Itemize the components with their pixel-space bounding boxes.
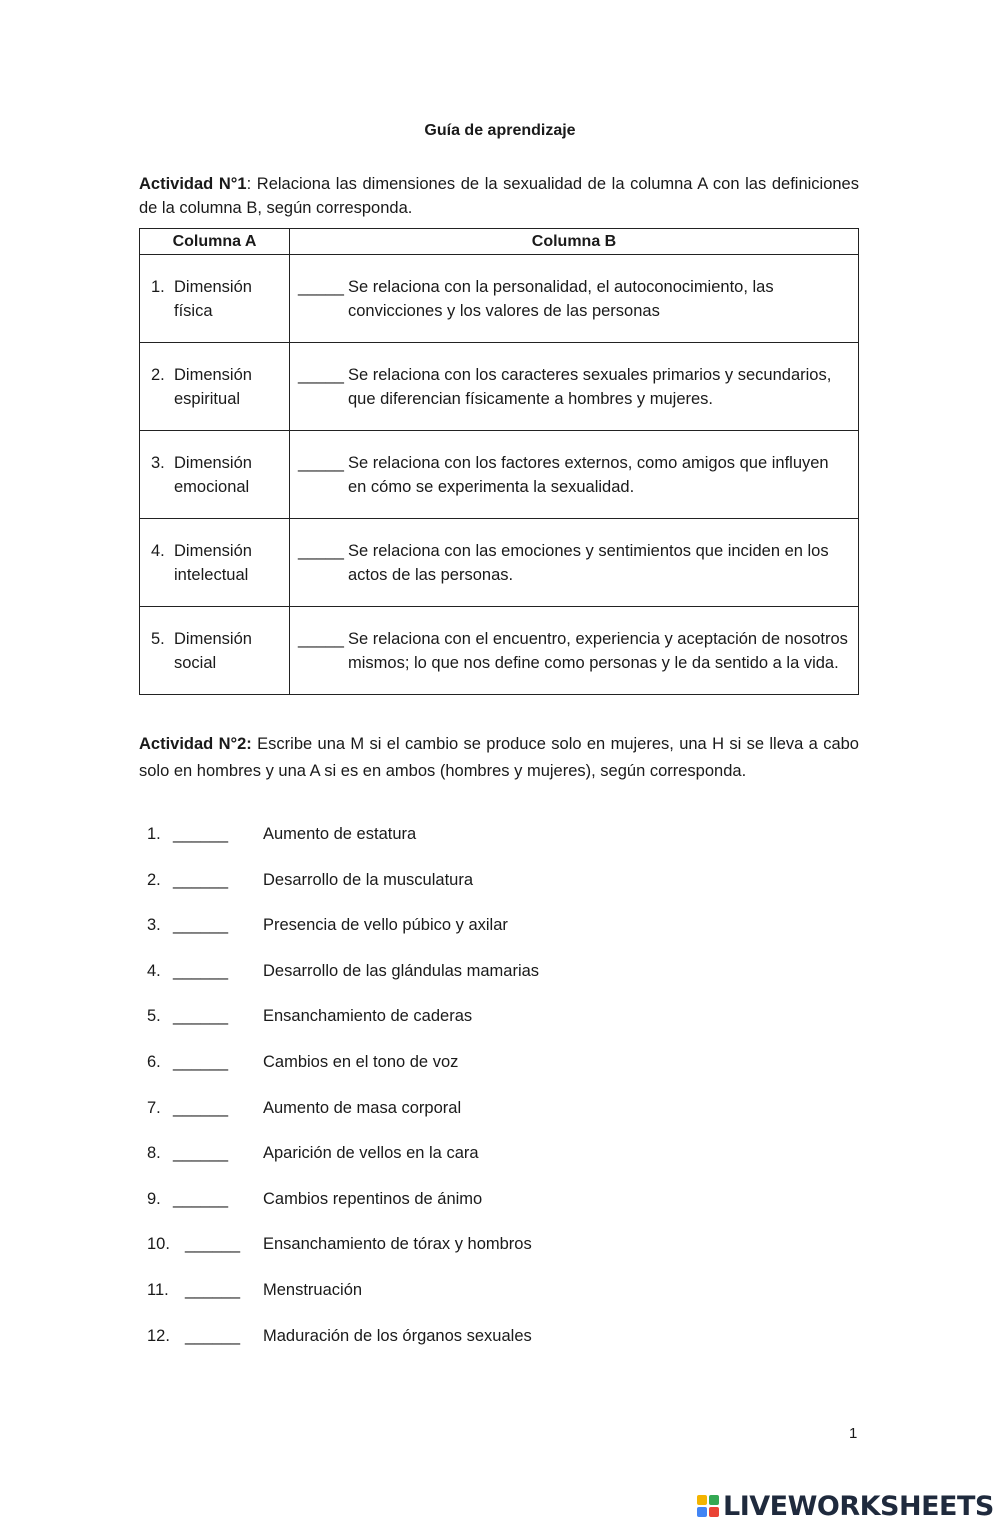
definition-cell	[290, 607, 859, 695]
answer-blank[interactable]: ______	[173, 1144, 229, 1163]
dimension-cell	[140, 607, 290, 695]
logo-square-red	[709, 1507, 719, 1517]
activity2-label: Actividad N°2:	[139, 735, 252, 753]
answer-blank[interactable]: _____	[298, 453, 344, 472]
item-text: Ensanchamiento de caderas	[263, 1007, 473, 1026]
matching-table	[139, 228, 859, 695]
definition-text: Se relaciona con los factores externos, como amigos que influyen en cómo se experimenta la sexualidad.	[348, 453, 829, 496]
item-text: Maduración de los órganos sexuales	[263, 1326, 532, 1345]
activity2-text: Escribe una M si el cambio se produce solo en mujeres, una H si se lleva a cabo solo en hombres y una A si es en ambos (hombres y mujeres), según corresponda.	[139, 735, 859, 780]
table-row	[140, 607, 859, 695]
item-number: 12.	[147, 1326, 170, 1345]
logo-square-green	[709, 1495, 719, 1505]
list-item	[147, 959, 747, 1005]
definition-text: Se relaciona con las emociones y sentimientos que inciden en los actos de las personas.	[348, 541, 829, 584]
list-item	[147, 913, 747, 959]
answer-blank[interactable]: ______	[173, 916, 229, 935]
dimension-cell	[140, 519, 290, 607]
answer-blank[interactable]: ______	[173, 1189, 229, 1208]
item-number: 11.	[147, 1280, 169, 1299]
definition-cell	[290, 255, 859, 343]
liveworksheets-logo-icon	[697, 1495, 719, 1517]
definition-text: Se relaciona con la personalidad, el autoconocimiento, las convicciones y los valores de las personas	[348, 277, 774, 320]
item-text: Ensanchamiento de tórax y hombros	[263, 1235, 532, 1254]
logo-square-yellow	[697, 1495, 707, 1505]
dimension-cell	[140, 431, 290, 519]
dimension-number: 1.	[151, 277, 165, 296]
answer-blank[interactable]: ______	[173, 1007, 229, 1026]
list-item	[147, 1141, 747, 1187]
changes-list	[147, 822, 747, 1369]
item-text: Desarrollo de las glándulas mamarias	[263, 961, 540, 980]
dimension-number: 5.	[151, 629, 165, 648]
table-row	[140, 431, 859, 519]
activity1-text: : Relaciona las dimensiones de la sexualidad de la columna A con las definiciones de la columna B, según corresponda.	[139, 175, 859, 217]
definition-text: Se relaciona con los caracteres sexuales primarios y secundarios, que diferencian físicamente a hombres y mujeres.	[348, 365, 832, 408]
liveworksheets-logo	[697, 1490, 994, 1522]
item-number: 7.	[147, 1098, 161, 1117]
item-text: Aparición de vellos en la cara	[263, 1144, 479, 1163]
item-number: 9.	[147, 1189, 161, 1208]
answer-blank[interactable]: ______	[185, 1280, 241, 1299]
item-number: 6.	[147, 1052, 161, 1071]
dimension-number: 3.	[151, 453, 165, 472]
item-text: Aumento de masa corporal	[263, 1098, 462, 1117]
answer-blank[interactable]: _____	[298, 277, 344, 296]
answer-blank[interactable]: ______	[185, 1235, 241, 1254]
logo-text: LIVEWORKSHEETS	[723, 1490, 994, 1522]
answer-blank[interactable]: _____	[298, 365, 344, 384]
answer-blank[interactable]: ______	[173, 961, 229, 980]
dimension-label: Dimensión social	[174, 629, 252, 672]
table-row	[140, 255, 859, 343]
definition-cell	[290, 519, 859, 607]
page-title: Guía de aprendizaje	[424, 122, 576, 139]
logo-square-blue	[697, 1507, 707, 1517]
answer-blank[interactable]: ______	[173, 870, 229, 889]
list-item	[147, 1324, 747, 1370]
page-number: 1	[849, 1425, 858, 1442]
answer-blank[interactable]: ______	[173, 1098, 229, 1117]
definition-cell	[290, 343, 859, 431]
list-item	[147, 1050, 747, 1096]
item-number: 10.	[147, 1235, 170, 1254]
dimension-label: Dimensión espiritual	[174, 365, 252, 408]
answer-blank[interactable]: ______	[173, 1052, 229, 1071]
item-number: 5.	[147, 1007, 161, 1026]
answer-blank[interactable]: _____	[298, 629, 344, 648]
column-a-header: Columna A	[140, 229, 290, 255]
item-number: 3.	[147, 916, 161, 935]
item-number: 2.	[147, 870, 161, 889]
item-text: Desarrollo de la musculatura	[263, 870, 474, 889]
table-row	[140, 343, 859, 431]
answer-blank[interactable]: ______	[173, 825, 229, 843]
list-item	[147, 868, 747, 914]
definition-cell	[290, 431, 859, 519]
table-row	[140, 519, 859, 607]
dimension-label: Dimensión física	[174, 277, 252, 320]
activity1-label: Actividad N°1	[139, 175, 247, 193]
list-item	[147, 1187, 747, 1233]
list-item	[147, 1278, 747, 1324]
list-item	[147, 1096, 747, 1142]
activity1-instruction	[139, 172, 859, 220]
item-text: Aumento de estatura	[263, 825, 417, 843]
activity2-instruction	[139, 731, 859, 785]
item-text: Cambios en el tono de voz	[263, 1052, 459, 1071]
dimension-cell	[140, 343, 290, 431]
list-item	[147, 1232, 747, 1278]
item-text: Presencia de vello púbico y axilar	[263, 916, 508, 935]
dimension-number: 4.	[151, 541, 165, 560]
answer-blank[interactable]: _____	[298, 541, 344, 560]
list-item	[147, 822, 747, 868]
definition-text: Se relaciona con el encuentro, experiencia y aceptación de nosotros mismos; lo que nos define como personas y le da sentido a la vida.	[348, 629, 848, 672]
item-number: 4.	[147, 961, 161, 980]
item-text: Cambios repentinos de ánimo	[263, 1189, 483, 1208]
item-number: 1.	[147, 825, 161, 843]
dimension-number: 2.	[151, 365, 165, 384]
list-item	[147, 1004, 747, 1050]
item-number: 8.	[147, 1144, 161, 1163]
item-text: Menstruación	[263, 1280, 363, 1299]
answer-blank[interactable]: ______	[185, 1326, 241, 1345]
column-b-header: Columna B	[290, 229, 859, 255]
dimension-cell	[140, 255, 290, 343]
dimension-label: Dimensión intelectual	[174, 541, 252, 584]
dimension-label: Dimensión emocional	[174, 453, 252, 496]
